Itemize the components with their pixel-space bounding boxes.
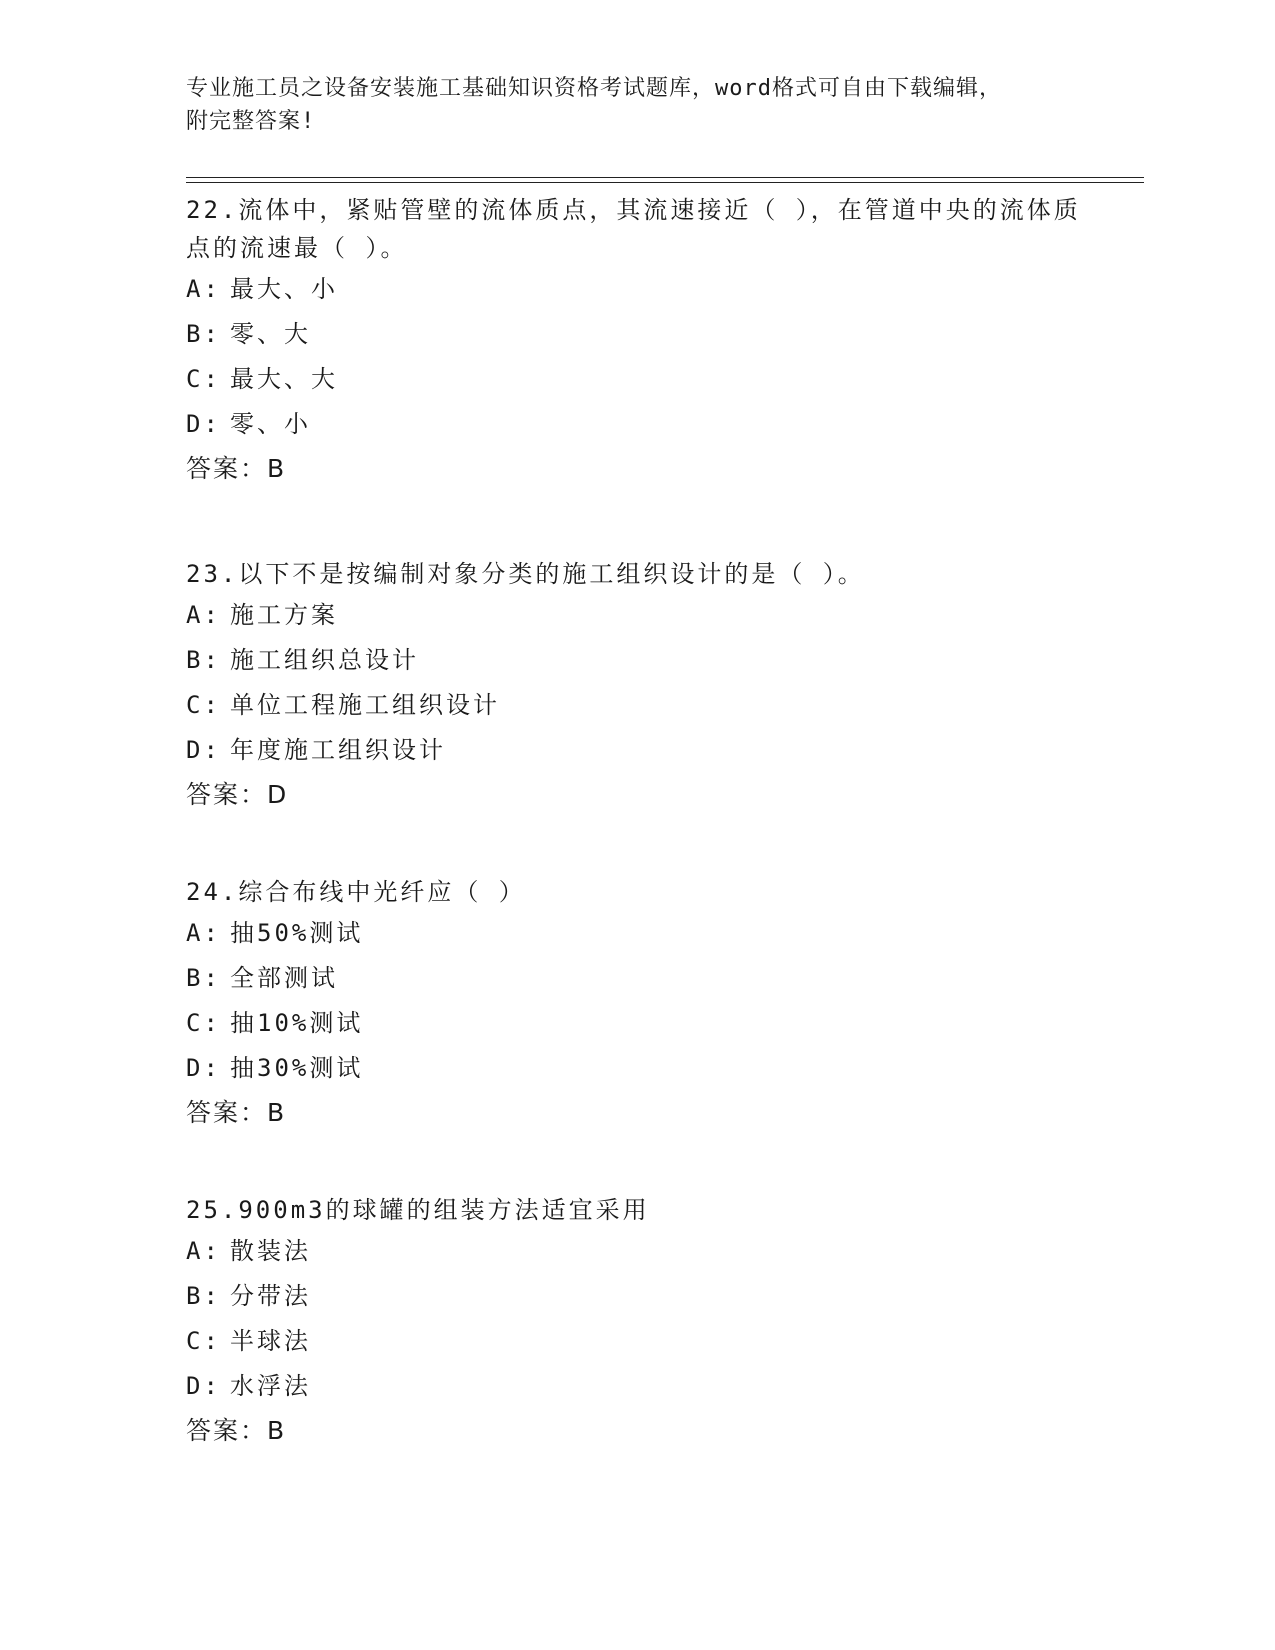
option-text: 分带法 xyxy=(230,1282,311,1310)
option-d xyxy=(186,1364,1086,1409)
option-key: C: xyxy=(186,1009,221,1037)
option-text: 水浮法 xyxy=(230,1372,311,1400)
option-text: 抽50%测试 xyxy=(230,919,364,947)
answer-label: 答案：B xyxy=(186,454,287,483)
answer-label: 答案：B xyxy=(186,1098,287,1127)
option-key: A: xyxy=(186,601,221,629)
option-a xyxy=(186,267,1086,312)
option-a xyxy=(186,911,1086,956)
document-header xyxy=(186,72,1086,138)
option-d xyxy=(186,1046,1086,1091)
option-key: B: xyxy=(186,1282,221,1310)
option-key: B: xyxy=(186,964,221,992)
option-key: A: xyxy=(186,275,221,303)
option-text: 单位工程施工组织设计 xyxy=(230,691,500,719)
option-b xyxy=(186,1274,1086,1319)
question-stem: 23.以下不是按编制对象分类的施工组织设计的是（ ）。 xyxy=(186,560,865,588)
option-key: D: xyxy=(186,736,221,764)
option-text: 散装法 xyxy=(230,1237,311,1265)
option-key: B: xyxy=(186,646,221,674)
option-key: C: xyxy=(186,365,221,393)
option-key: C: xyxy=(186,1327,221,1355)
option-text: 最大、大 xyxy=(230,365,338,393)
option-key: A: xyxy=(186,919,221,947)
header-divider-top xyxy=(186,177,1144,178)
question-24 xyxy=(186,873,1086,1135)
question-stem: 22.流体中，紧贴管壁的流体质点，其流速接近（ ），在管道中央的流体质点的流速最（ ）。 xyxy=(186,196,1081,262)
header-divider-bottom xyxy=(186,182,1144,183)
question-22 xyxy=(186,191,1086,491)
option-a xyxy=(186,1229,1086,1274)
option-a xyxy=(186,593,1086,638)
option-text: 施工组织总设计 xyxy=(230,646,419,674)
option-b xyxy=(186,956,1086,1001)
option-c xyxy=(186,1319,1086,1364)
option-b xyxy=(186,312,1086,357)
answer-label: 答案：D xyxy=(186,780,289,809)
option-text: 零、小 xyxy=(230,410,311,438)
option-text: 施工方案 xyxy=(230,601,338,629)
option-c xyxy=(186,357,1086,402)
option-key: A: xyxy=(186,1237,221,1265)
option-text: 零、大 xyxy=(230,320,311,348)
option-text: 全部测试 xyxy=(230,964,338,992)
option-d xyxy=(186,402,1086,447)
option-key: D: xyxy=(186,410,221,438)
option-b xyxy=(186,638,1086,683)
option-c xyxy=(186,1001,1086,1046)
option-key: D: xyxy=(186,1372,221,1400)
option-text: 抽10%测试 xyxy=(230,1009,364,1037)
answer-label: 答案：B xyxy=(186,1416,287,1445)
question-23 xyxy=(186,555,1086,817)
header-line-1: 专业施工员之设备安装施工基础知识资格考试题库，word格式可自由下载编辑， xyxy=(186,76,1002,101)
option-text: 抽30%测试 xyxy=(230,1054,364,1082)
question-25 xyxy=(186,1191,1086,1453)
option-text: 半球法 xyxy=(230,1327,311,1355)
header-line-2: 附完整答案! xyxy=(186,109,316,134)
question-stem: 24.综合布线中光纤应（ ） xyxy=(186,878,526,906)
option-key: C: xyxy=(186,691,221,719)
option-text: 年度施工组织设计 xyxy=(230,736,446,764)
option-key: D: xyxy=(186,1054,221,1082)
option-d xyxy=(186,728,1086,773)
question-stem: 25.900m3的球罐的组装方法适宜采用 xyxy=(186,1196,650,1224)
option-key: B: xyxy=(186,320,221,348)
option-c xyxy=(186,683,1086,728)
option-text: 最大、小 xyxy=(230,275,338,303)
